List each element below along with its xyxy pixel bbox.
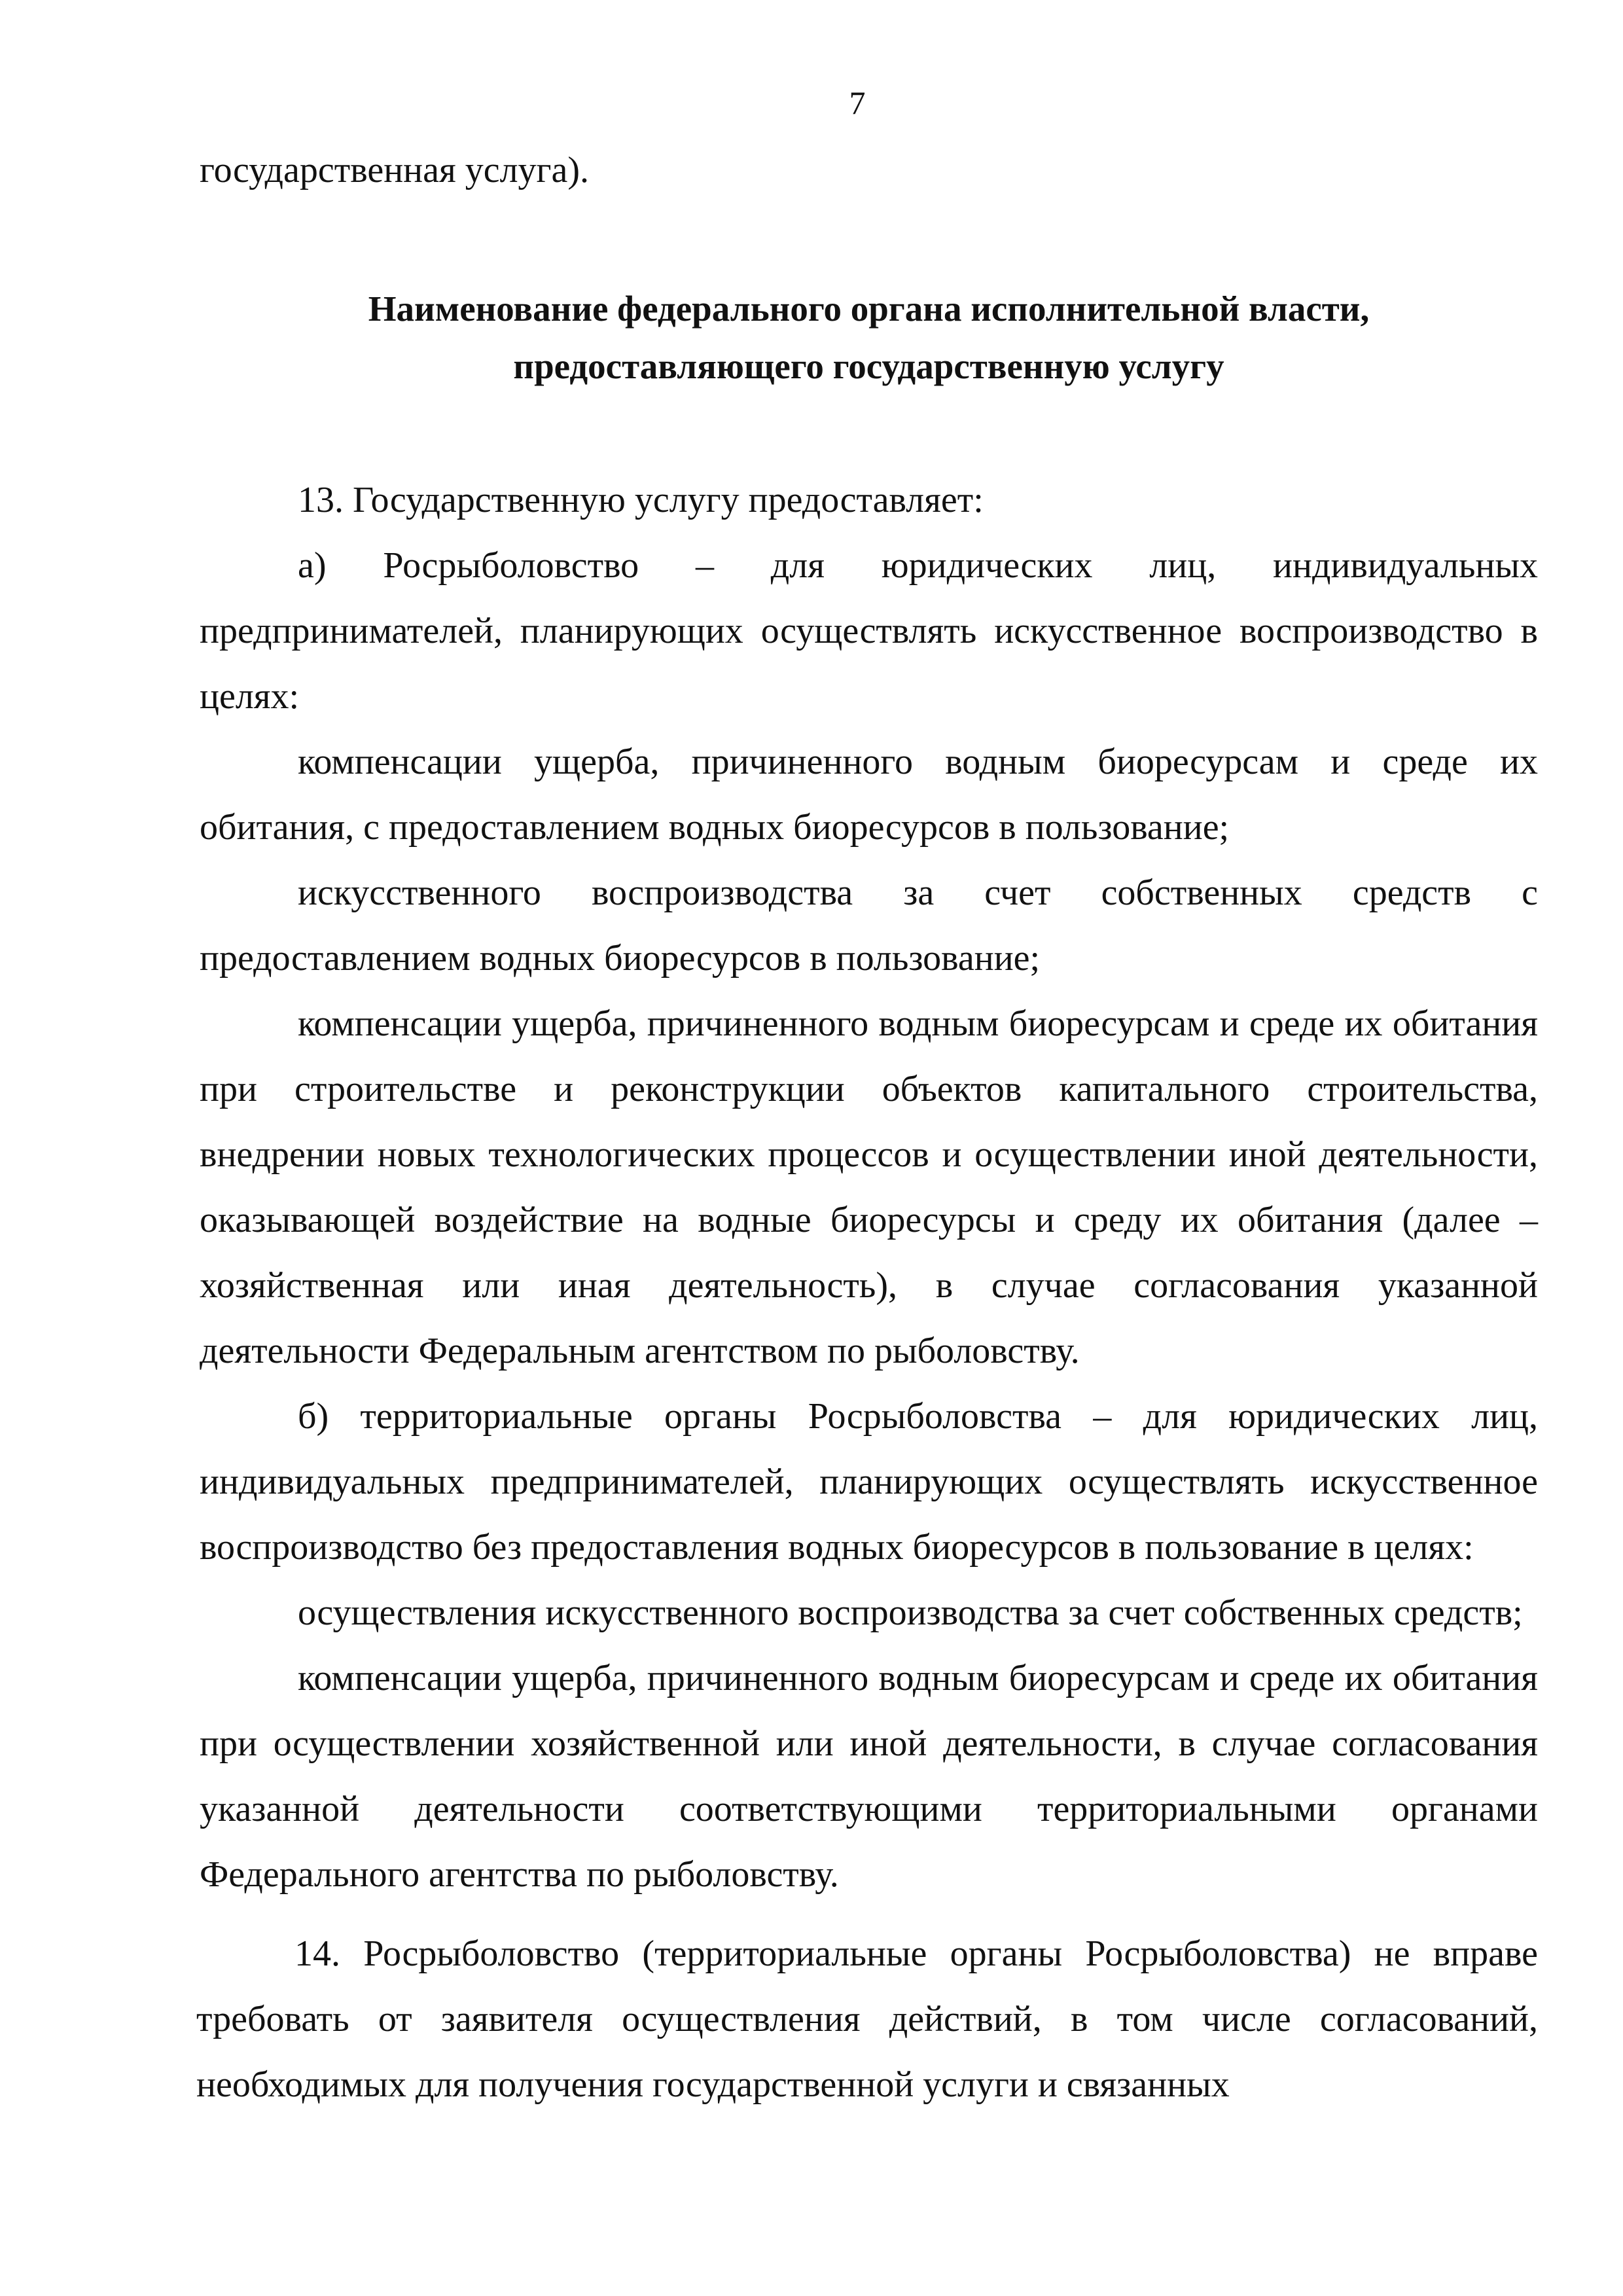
paragraph-13-a: а) Росрыболовство – для юридических лиц, индивидуальных предпринимателей, планирующих осуществлять искусственное воспроизводство в целях: — [200, 545, 1538, 717]
section-heading-line-1: Наименование федерального органа исполнительной власти, — [368, 289, 1370, 329]
paragraph-13-intro: 13. Государственную услугу предоставляет: — [298, 480, 984, 520]
paragraph-13-b-item-1: осуществления искусственного воспроизводства за счет собственных средств; — [298, 1592, 1523, 1633]
section-heading-line-2: предоставляющего государственную услугу — [513, 346, 1224, 386]
section-heading — [200, 280, 1538, 395]
paragraph-13-b-item-2: компенсации ущерба, причиненного водным биоресурсам и среде их обитания при осуществлении хозяйственной или иной деятельности, в случае согласования указанной деятельности соответствующими территориальными органами Федерального агентства по рыболовству. — [200, 1658, 1538, 1895]
paragraph-13-b: б) территориальные органы Росрыболовства – для юридических лиц, индивидуальных предпринимателей, планирующих осуществлять искусственное воспроизводство без предоставления водных биоресурсов в пользование в целях: — [200, 1396, 1538, 1568]
paragraph-13-a-item-1: компенсации ущерба, причиненного водным биоресурсам и среде их обитания, с предоставлением водных биоресурсов в пользование; — [200, 742, 1538, 848]
document-body-continued — [196, 1921, 1538, 2117]
paragraph-13-a-item-2: искусственного воспроизводства за счет собственных средств с предоставлением водных биоресурсов в пользование; — [200, 872, 1538, 978]
page-number: 7 — [849, 84, 866, 121]
carryover-text: государственная услуга). — [200, 150, 590, 190]
paragraph-14: 14. Росрыболовство (территориальные органы Росрыболовства) не вправе требовать от заявителя осуществления действий, в том числе согласований, необходимых для получения государственной услуги и связанных — [196, 1933, 1538, 2105]
paragraph-13-a-item-3: компенсации ущерба, причиненного водным биоресурсам и среде их обитания при строительстве и реконструкции объектов капитального строительства, внедрении новых технологических процессов и осуществлении иной деятельности, оказывающей воздействие на водные биоресурсы и среду их обитания (далее – хозяйственная или иная деятельность), в случае согласования указанной деятельности Федеральным агентством по рыболовству. — [200, 1003, 1538, 1371]
document-body — [200, 137, 1538, 1907]
